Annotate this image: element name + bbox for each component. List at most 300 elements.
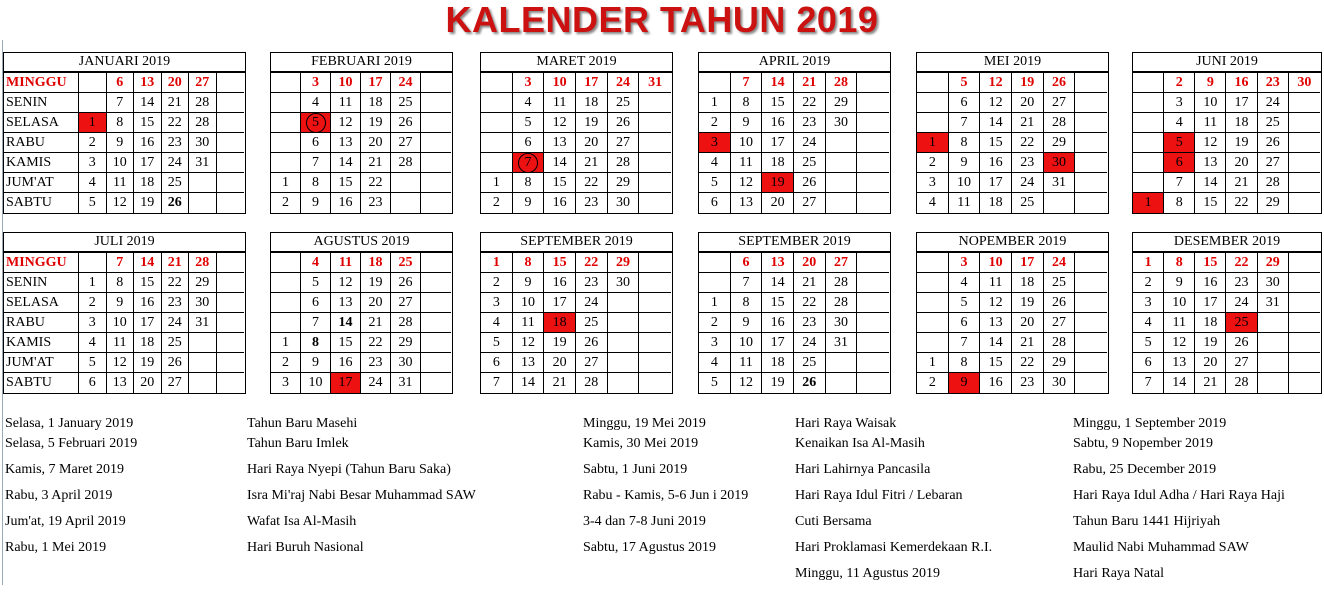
date-cell: 22 <box>162 273 190 293</box>
month-calendar <box>270 232 453 394</box>
date-cell: 16 <box>134 293 162 313</box>
date-cell: 3 <box>79 153 107 173</box>
date-cell <box>421 73 451 93</box>
date-cell: 26 <box>1044 73 1076 93</box>
date-cell: 28 <box>1226 373 1257 393</box>
date-cell <box>217 253 245 273</box>
date-cell <box>1133 113 1164 133</box>
date-cell <box>857 173 889 193</box>
day-name: SENIN <box>4 273 79 293</box>
week-row <box>271 253 452 273</box>
date-cell: 20 <box>134 373 162 393</box>
date-cell: 4 <box>1164 113 1195 133</box>
date-cell: 28 <box>189 253 217 273</box>
week-row <box>4 353 245 373</box>
date-cell: 15 <box>544 173 576 193</box>
week-row <box>1133 113 1321 133</box>
date-cell <box>917 113 949 133</box>
date-cell: 12 <box>980 73 1012 93</box>
date-cell: 6 <box>1133 353 1164 373</box>
date-cell: 29 <box>826 93 858 113</box>
date-cell: 28 <box>608 153 640 173</box>
date-cell <box>271 153 301 173</box>
week-row <box>1133 293 1321 313</box>
date-cell: 22 <box>1226 193 1257 213</box>
date-cell: 30 <box>826 113 858 133</box>
date-cell <box>421 273 451 293</box>
date-cell: 7 <box>301 313 331 333</box>
date-cell <box>639 173 671 193</box>
month-title: FEBRUARI 2019 <box>270 52 453 72</box>
date-cell: 1 <box>481 253 513 273</box>
holiday-entry: Sabtu, 9 Nopember 2019 <box>1073 436 1213 451</box>
date-cell: 13 <box>331 133 361 153</box>
date-cell: 5 <box>301 273 331 293</box>
date-cell <box>639 313 671 333</box>
date-cell <box>917 273 949 293</box>
week-row <box>4 273 245 293</box>
date-cell: 23 <box>1012 153 1044 173</box>
date-cell: 12 <box>513 333 545 353</box>
date-cell: 1 <box>79 113 107 133</box>
date-cell: 14 <box>762 73 794 93</box>
date-cell: 10 <box>949 173 981 193</box>
date-cell <box>1075 373 1107 393</box>
date-cell: 2 <box>917 373 949 393</box>
date-cell <box>639 353 671 373</box>
week-row <box>481 253 672 273</box>
date-cell: 6 <box>301 133 331 153</box>
month-title: JULI 2019 <box>3 232 246 252</box>
date-cell: 16 <box>762 313 794 333</box>
date-cell: 19 <box>134 193 162 213</box>
date-cell: 23 <box>361 193 391 213</box>
date-cell <box>826 173 858 193</box>
date-cell <box>1289 133 1320 153</box>
date-cell: 6 <box>949 313 981 333</box>
date-cell: 12 <box>980 93 1012 113</box>
week-row <box>271 373 452 393</box>
date-cell: 25 <box>391 93 421 113</box>
date-cell: 26 <box>1226 333 1257 353</box>
week-row <box>481 333 672 353</box>
date-cell <box>421 313 451 333</box>
date-cell: 9 <box>107 293 135 313</box>
date-cell: 18 <box>544 313 576 333</box>
date-cell: 12 <box>107 193 135 213</box>
date-cell: 14 <box>1195 173 1226 193</box>
date-cell: 23 <box>162 133 190 153</box>
holiday-entry: Isra Mi'raj Nabi Besar Muhammad SAW <box>247 488 476 503</box>
date-cell: 7 <box>301 153 331 173</box>
date-cell: 29 <box>1258 253 1289 273</box>
holiday-entry: Hari Raya Idul Adha / Hari Raya Haji <box>1073 488 1285 503</box>
week-row <box>917 293 1108 313</box>
month-title: MARET 2019 <box>480 52 673 72</box>
date-cell: 27 <box>189 73 217 93</box>
month-calendar <box>480 52 673 214</box>
date-cell: 18 <box>134 333 162 353</box>
date-cell: 2 <box>271 193 301 213</box>
date-cell: 15 <box>980 353 1012 373</box>
date-cell: 30 <box>391 353 421 373</box>
date-cell: 16 <box>1195 273 1226 293</box>
date-cell: 8 <box>107 113 135 133</box>
date-cell: 11 <box>513 313 545 333</box>
month-calendar <box>270 52 453 214</box>
date-cell <box>699 253 731 273</box>
week-row <box>271 133 452 153</box>
date-cell: 4 <box>79 173 107 193</box>
date-cell: 13 <box>980 313 1012 333</box>
date-cell: 22 <box>794 93 826 113</box>
day-name: SABTU <box>4 373 79 393</box>
date-cell: 23 <box>794 313 826 333</box>
date-cell: 16 <box>980 373 1012 393</box>
date-cell: 10 <box>731 333 763 353</box>
date-cell <box>1075 73 1107 93</box>
date-cell <box>421 173 451 193</box>
date-cell: 18 <box>1226 113 1257 133</box>
week-row <box>481 193 672 213</box>
month-title: JANUARI 2019 <box>3 52 246 72</box>
date-cell: 25 <box>391 253 421 273</box>
date-cell: 19 <box>1226 133 1257 153</box>
month-title: AGUSTUS 2019 <box>270 232 453 252</box>
day-name: SELASA <box>4 113 79 133</box>
week-row <box>699 273 890 293</box>
week-row <box>1133 373 1321 393</box>
date-cell: 20 <box>576 133 608 153</box>
date-cell <box>217 273 245 293</box>
date-cell <box>1289 113 1320 133</box>
date-cell <box>271 313 301 333</box>
date-cell: 18 <box>361 93 391 113</box>
date-cell: 15 <box>762 293 794 313</box>
date-cell: 14 <box>513 373 545 393</box>
date-cell: 5 <box>79 353 107 373</box>
date-cell: 23 <box>1012 373 1044 393</box>
date-cell: 26 <box>1258 133 1289 153</box>
date-cell: 21 <box>794 73 826 93</box>
week-row <box>917 273 1108 293</box>
date-cell: 26 <box>794 373 826 393</box>
circled-date: 5 <box>306 113 326 133</box>
date-cell: 6 <box>699 193 731 213</box>
date-cell: 29 <box>1044 353 1076 373</box>
date-cell: 19 <box>762 173 794 193</box>
date-cell: 15 <box>1195 193 1226 213</box>
holiday-entry: Hari Buruh Nasional <box>247 540 364 555</box>
month-title: SEPTEMBER 2019 <box>480 232 673 252</box>
date-cell <box>1075 353 1107 373</box>
date-cell: 27 <box>1258 153 1289 173</box>
date-cell: 27 <box>1226 353 1257 373</box>
date-cell: 1 <box>699 93 731 113</box>
week-row <box>917 133 1108 153</box>
date-cell: 31 <box>1258 293 1289 313</box>
date-cell: 30 <box>608 193 640 213</box>
date-cell: 23 <box>1258 73 1289 93</box>
date-cell: 8 <box>731 93 763 113</box>
date-cell: 12 <box>731 173 763 193</box>
date-cell <box>217 373 245 393</box>
date-cell: 23 <box>576 273 608 293</box>
date-cell <box>391 193 421 213</box>
date-cell <box>917 333 949 353</box>
date-cell: 26 <box>794 173 826 193</box>
date-cell: 21 <box>162 93 190 113</box>
date-cell: 13 <box>762 253 794 273</box>
week-row <box>481 73 672 93</box>
date-cell: 10 <box>980 253 1012 273</box>
date-cell: 4 <box>301 93 331 113</box>
date-cell: 14 <box>544 153 576 173</box>
date-cell: 21 <box>361 313 391 333</box>
date-cell: 3 <box>513 73 545 93</box>
date-cell: 17 <box>361 73 391 93</box>
date-cell <box>1075 153 1107 173</box>
date-cell <box>189 353 217 373</box>
date-cell <box>1289 353 1320 373</box>
date-cell <box>217 93 245 113</box>
week-row <box>481 353 672 373</box>
date-cell <box>917 93 949 113</box>
date-cell: 13 <box>731 193 763 213</box>
week-row <box>699 193 890 213</box>
week-row <box>1133 253 1321 273</box>
date-cell: 7 <box>731 273 763 293</box>
date-cell <box>421 113 451 133</box>
holiday-entry: Hari Raya Nyepi (Tahun Baru Saka) <box>247 462 451 477</box>
date-cell: 18 <box>762 153 794 173</box>
date-cell: 3 <box>271 373 301 393</box>
week-row <box>917 333 1108 353</box>
date-cell: 4 <box>949 273 981 293</box>
date-cell <box>857 73 889 93</box>
date-cell: 7 <box>107 93 135 113</box>
holiday-entry: Tahun Baru 1441 Hijriyah <box>1073 514 1221 529</box>
date-cell <box>699 73 731 93</box>
month-title: SEPTEMBER 2019 <box>698 232 891 252</box>
date-cell: 21 <box>1012 113 1044 133</box>
date-cell: 18 <box>1195 313 1226 333</box>
date-cell: 2 <box>917 153 949 173</box>
date-cell: 25 <box>608 93 640 113</box>
date-cell: 9 <box>949 373 981 393</box>
date-cell <box>1258 333 1289 353</box>
week-row <box>481 373 672 393</box>
date-cell: 11 <box>544 93 576 113</box>
date-cell <box>1075 253 1107 273</box>
date-cell <box>639 253 671 273</box>
date-cell: 6 <box>79 373 107 393</box>
date-cell: 2 <box>1133 273 1164 293</box>
date-cell: 12 <box>544 113 576 133</box>
week-row <box>699 93 890 113</box>
date-cell: 22 <box>576 253 608 273</box>
date-cell: 11 <box>949 193 981 213</box>
date-cell <box>217 353 245 373</box>
date-cell: 14 <box>1164 373 1195 393</box>
date-cell: 24 <box>162 313 190 333</box>
date-cell <box>271 133 301 153</box>
week-row <box>271 153 452 173</box>
date-cell <box>857 353 889 373</box>
date-cell: 30 <box>1258 273 1289 293</box>
date-cell: 10 <box>731 133 763 153</box>
day-name: JUM'AT <box>4 173 79 193</box>
date-cell <box>217 193 245 213</box>
holiday-entry: Rabu, 25 December 2019 <box>1073 462 1217 477</box>
date-cell: 9 <box>301 353 331 373</box>
date-cell: 2 <box>699 113 731 133</box>
date-cell: 20 <box>1195 353 1226 373</box>
date-cell: 21 <box>1226 173 1257 193</box>
date-cell <box>1075 333 1107 353</box>
date-cell: 1 <box>699 293 731 313</box>
date-cell: 26 <box>1044 293 1076 313</box>
week-row <box>271 273 452 293</box>
holiday-entry: Hari Raya Idul Fitri / Lebaran <box>795 488 963 503</box>
date-cell <box>391 173 421 193</box>
date-cell: 19 <box>361 273 391 293</box>
date-cell: 19 <box>544 333 576 353</box>
week-row <box>917 93 1108 113</box>
month-title: MEI 2019 <box>916 52 1109 72</box>
date-cell: 2 <box>481 273 513 293</box>
date-cell: 14 <box>331 153 361 173</box>
week-row <box>271 353 452 373</box>
date-cell <box>857 273 889 293</box>
date-cell: 29 <box>608 253 640 273</box>
date-cell: 17 <box>134 153 162 173</box>
date-cell <box>481 73 513 93</box>
week-row <box>699 373 890 393</box>
date-cell: 10 <box>107 153 135 173</box>
holiday-entry: Selasa, 5 Februari 2019 <box>5 436 138 451</box>
date-cell: 27 <box>1044 313 1076 333</box>
date-cell: 11 <box>331 253 361 273</box>
date-cell: 29 <box>1044 133 1076 153</box>
date-cell: 10 <box>331 73 361 93</box>
date-cell: 14 <box>134 93 162 113</box>
date-cell <box>271 253 301 273</box>
date-cell: 29 <box>1258 193 1289 213</box>
date-cell: 1 <box>1133 193 1164 213</box>
date-cell <box>639 293 671 313</box>
date-cell: 30 <box>1289 73 1320 93</box>
date-cell: 20 <box>162 73 190 93</box>
date-cell: 1 <box>917 133 949 153</box>
date-cell <box>301 113 331 133</box>
date-cell: 3 <box>1164 93 1195 113</box>
week-row <box>271 73 452 93</box>
date-cell: 25 <box>1044 273 1076 293</box>
date-cell: 26 <box>391 273 421 293</box>
date-cell: 3 <box>79 313 107 333</box>
week-row <box>917 173 1108 193</box>
week-row <box>4 173 245 193</box>
date-cell: 20 <box>762 193 794 213</box>
date-cell: 16 <box>980 153 1012 173</box>
date-cell: 22 <box>1226 253 1257 273</box>
date-cell <box>608 353 640 373</box>
date-cell <box>421 133 451 153</box>
week-row <box>699 333 890 353</box>
date-cell: 17 <box>1012 253 1044 273</box>
week-row <box>271 313 452 333</box>
holiday-entry: Hari Proklamasi Kemerdekaan R.I. <box>795 540 993 555</box>
date-cell: 20 <box>361 133 391 153</box>
date-cell <box>217 313 245 333</box>
date-cell <box>1075 133 1107 153</box>
date-cell: 11 <box>731 353 763 373</box>
holiday-entry: Kenaikan Isa Al-Masih <box>795 436 925 451</box>
date-cell <box>1289 373 1320 393</box>
date-cell <box>608 293 640 313</box>
month-calendar <box>480 232 673 394</box>
date-cell: 15 <box>134 273 162 293</box>
date-cell: 15 <box>134 113 162 133</box>
date-cell: 7 <box>731 73 763 93</box>
month-calendar <box>916 232 1109 394</box>
holiday-entry: Kamis, 7 Maret 2019 <box>5 462 124 477</box>
date-cell: 10 <box>1164 293 1195 313</box>
week-row <box>699 133 890 153</box>
date-cell <box>189 193 217 213</box>
month-calendar <box>698 52 891 214</box>
date-cell: 13 <box>544 133 576 153</box>
month-title: APRIL 2019 <box>698 52 891 72</box>
date-cell <box>826 133 858 153</box>
date-cell: 22 <box>162 113 190 133</box>
month-calendar <box>1132 232 1322 394</box>
week-row <box>4 313 245 333</box>
holiday-entry: Hari Lahirnya Pancasila <box>795 462 931 477</box>
date-cell: 8 <box>731 293 763 313</box>
date-cell: 11 <box>731 153 763 173</box>
date-cell: 14 <box>331 313 361 333</box>
week-row <box>699 153 890 173</box>
date-cell: 24 <box>1044 253 1076 273</box>
holiday-entry: Tahun Baru Imlek <box>247 436 349 451</box>
date-cell: 25 <box>1258 113 1289 133</box>
date-cell: 18 <box>576 93 608 113</box>
holiday-entry: Sabtu, 17 Agustus 2019 <box>583 540 717 555</box>
date-cell: 16 <box>331 353 361 373</box>
circled-date: 7 <box>518 153 538 173</box>
holiday-entry: Rabu, 3 April 2019 <box>5 488 113 503</box>
date-cell: 24 <box>391 73 421 93</box>
date-cell: 5 <box>699 173 731 193</box>
date-cell <box>217 133 245 153</box>
date-cell <box>857 133 889 153</box>
date-cell: 22 <box>576 173 608 193</box>
date-cell: 23 <box>162 293 190 313</box>
date-cell: 6 <box>513 133 545 153</box>
week-row <box>1133 93 1321 113</box>
date-cell: 4 <box>1133 313 1164 333</box>
date-cell <box>421 333 451 353</box>
date-cell: 9 <box>513 273 545 293</box>
date-cell: 14 <box>134 253 162 273</box>
date-cell: 8 <box>513 173 545 193</box>
date-cell: 1 <box>79 273 107 293</box>
date-cell <box>639 373 671 393</box>
date-cell: 30 <box>189 133 217 153</box>
date-cell <box>639 113 671 133</box>
